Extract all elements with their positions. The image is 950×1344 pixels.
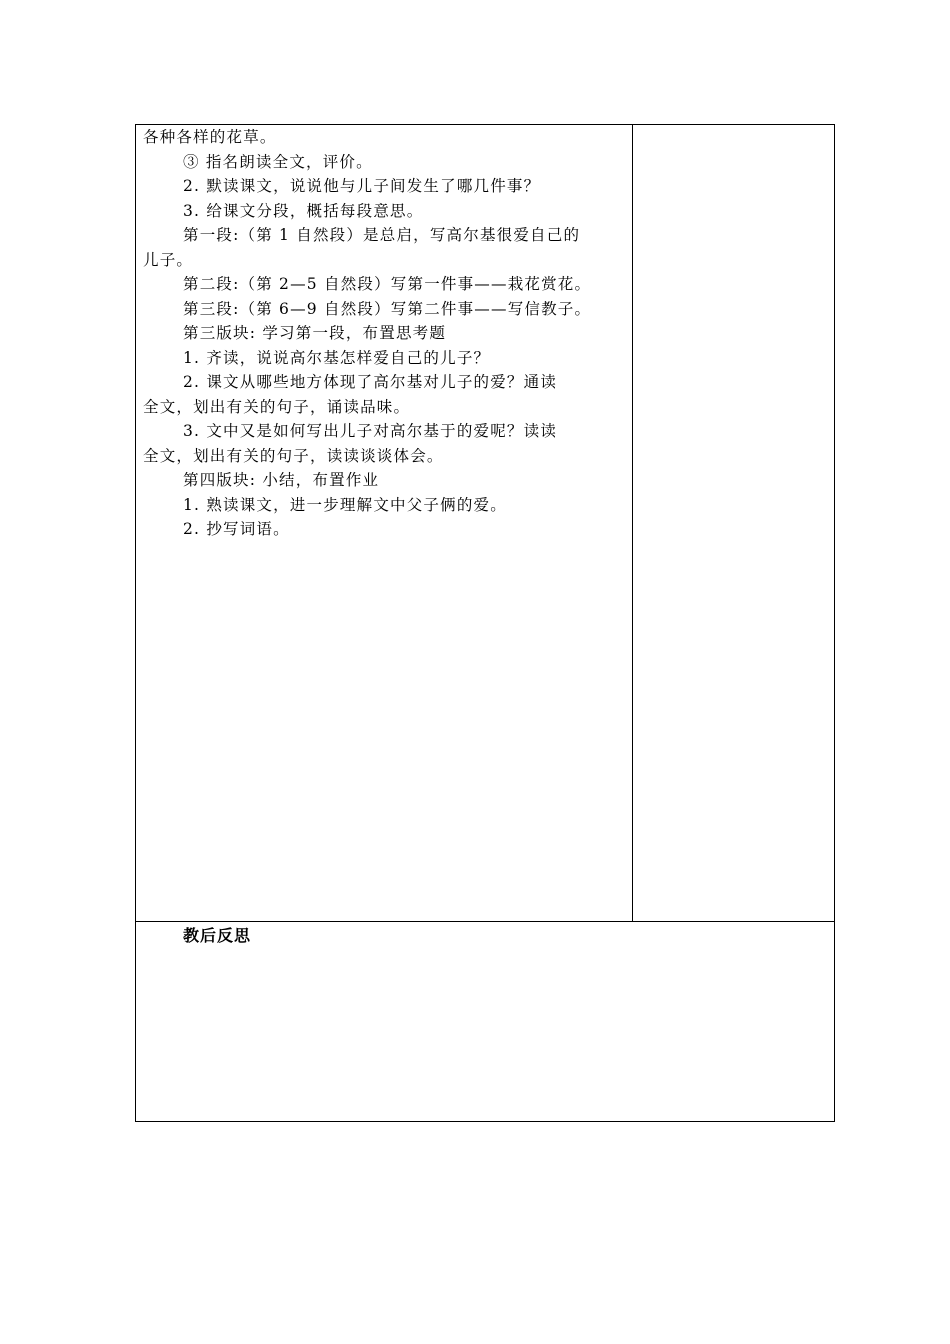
teaching-process-text <box>143 125 627 542</box>
text-line: 全文，划出有关的句子，诵读品味。 <box>143 397 411 416</box>
text-line: 第三段:（第 6—9 自然段）写第二件事——写信教子。 <box>183 299 592 318</box>
reflection-cell <box>136 922 834 1121</box>
teaching-process-cell <box>136 125 633 922</box>
text-line: 各种各样的花草。 <box>143 128 277 146</box>
section-heading: 第四版块: 小结，布置作业 <box>183 471 380 489</box>
text-line: 1. 熟读课文，进一步理解文中父子俩的爱。 <box>183 495 507 514</box>
text-line: 2. 默读课文，说说他与儿子间发生了哪几件事？ <box>183 177 541 195</box>
lesson-plan-table <box>135 124 835 1122</box>
text-line: 1. 齐读，说说高尔基怎样爱自己的儿子？ <box>183 348 491 367</box>
text-line: 第一段:（第 1 自然段）是总启，写高尔基很爱自己的 <box>183 226 581 244</box>
text-line: 3. 给课文分段，概括每段意思。 <box>183 201 424 220</box>
notes-cell <box>633 125 834 922</box>
text-line: 2. 抄写词语。 <box>183 520 290 538</box>
text-line: ③ 指名朗读全文，评价。 <box>183 152 373 171</box>
reflection-title: 教后反思 <box>183 926 252 945</box>
text-line: 3. 文中又是如何写出儿子对高尔基于的爱呢？读读 <box>183 422 558 440</box>
text-line: 儿子。 <box>143 250 194 269</box>
text-line: 第二段:（第 2—5 自然段）写第一件事——栽花赏花。 <box>183 275 592 293</box>
text-line: 全文，划出有关的句子，读读谈谈体会。 <box>143 446 444 465</box>
text-line: 2. 课文从哪些地方体现了高尔基对儿子的爱？通读 <box>183 373 558 391</box>
section-heading: 第三版块: 学习第一段，布置思考题 <box>183 324 447 342</box>
